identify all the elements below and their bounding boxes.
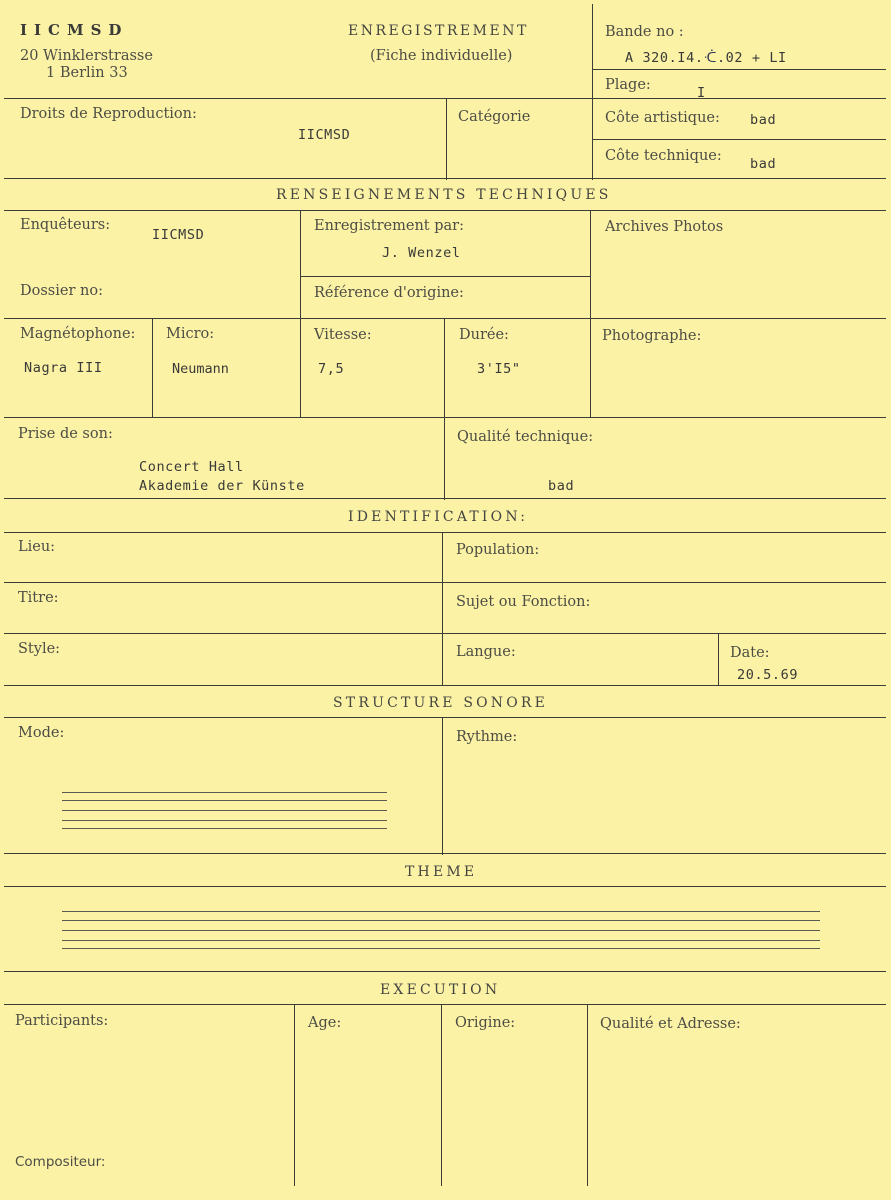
vitesse-label: Vitesse: (314, 327, 372, 343)
divider (4, 1004, 886, 1005)
divider (4, 532, 886, 533)
theme-rule-line (62, 920, 820, 921)
section-title-theme: THEME (405, 864, 478, 880)
droits-value: IICMSD (298, 127, 351, 143)
style-label: Style: (18, 641, 61, 657)
divider (4, 717, 886, 718)
prise-de-son-label: Prise de son: (18, 426, 113, 442)
divider (4, 498, 886, 499)
divider (4, 318, 886, 319)
plage-label: Plage: (605, 77, 651, 93)
magnetophone-label: Magnétophone: (20, 326, 136, 342)
divider (152, 318, 153, 418)
divider (587, 1004, 588, 1186)
mode-rule-line (62, 828, 387, 829)
form-title: ENREGISTREMENT (348, 23, 529, 39)
enqueteurs-label: Enquêteurs: (20, 217, 111, 233)
divider (294, 1004, 295, 1186)
theme-rule-line (62, 911, 820, 912)
sujet-label: Sujet ou Fonction: (456, 594, 591, 610)
divider (4, 98, 886, 99)
reference-label: Référence d'origine: (314, 285, 464, 301)
org-logo: IICMSD (20, 21, 129, 39)
divider (444, 318, 445, 500)
bande-value-suffix: .02 + LI (716, 50, 787, 66)
compositeur-label: Compositeur: (15, 1154, 106, 1170)
section-title-structure: STRUCTURE SONORE (333, 695, 549, 711)
population-label: Population: (456, 542, 540, 558)
divider (446, 98, 447, 180)
cote-artistique-label: Côte artistique: (605, 110, 720, 126)
divider (4, 178, 886, 179)
plage-value: I (697, 85, 706, 101)
bande-label: Bande no : (605, 24, 684, 40)
magnetophone-value: Nagra III (24, 360, 103, 376)
participants-label: Participants: (15, 1013, 109, 1029)
divider (592, 139, 886, 140)
photographe-label: Photographe: (602, 328, 702, 344)
divider (4, 417, 886, 418)
address-line-2: 1 Berlin 33 (46, 65, 128, 81)
divider (592, 4, 593, 180)
prise-de-son-value-2: Akademie der Künste (139, 478, 305, 494)
prise-de-son-value-1: Concert Hall (139, 459, 244, 475)
cote-technique-label: Côte technique: (605, 148, 722, 164)
cote-technique-value: bad (750, 156, 777, 172)
dossier-label: Dossier no: (20, 283, 103, 299)
age-label: Age: (308, 1015, 342, 1031)
mode-rule-line (62, 792, 387, 793)
cote-artistique-value: bad (750, 112, 777, 128)
qualite-technique-label: Qualité technique: (457, 429, 594, 445)
micro-label: Micro: (166, 326, 215, 342)
mode-rule-line (62, 810, 387, 811)
divider (441, 1004, 442, 1186)
divider (4, 853, 886, 854)
divider (4, 633, 886, 634)
divider (590, 210, 591, 418)
qualite-technique-value: bad (548, 478, 575, 494)
divider (442, 532, 443, 686)
duree-value: 3'I5" (477, 361, 521, 377)
divider (718, 633, 719, 686)
langue-label: Langue: (456, 644, 516, 660)
origine-label: Origine: (455, 1015, 516, 1031)
enregistrement-par-label: Enregistrement par: (314, 218, 464, 234)
bande-value (625, 49, 787, 67)
enqueteurs-value: IICMSD (152, 227, 205, 243)
titre-label: Titre: (18, 590, 59, 606)
divider (4, 886, 886, 887)
droits-label: Droits de Reproduction: (20, 106, 197, 122)
rythme-label: Rythme: (456, 729, 518, 745)
date-value: 20.5.69 (737, 667, 799, 683)
mode-rule-line (62, 820, 387, 821)
divider (300, 210, 301, 418)
divider (300, 276, 590, 277)
date-label: Date: (730, 645, 770, 661)
bande-handwritten-mark: ᑣ (703, 50, 717, 66)
divider (4, 582, 886, 583)
divider (442, 717, 443, 855)
theme-rule-line (62, 940, 820, 941)
divider (4, 685, 886, 686)
theme-rule-line (62, 930, 820, 931)
bande-value-prefix: A 320.I4. (625, 50, 704, 66)
enregistrement-par-value: J. Wenzel (382, 245, 461, 261)
address-line-1: 20 Winklerstrasse (20, 48, 153, 64)
divider (4, 210, 886, 211)
mode-rule-line (62, 800, 387, 801)
theme-rule-line (62, 948, 820, 949)
section-title-execution: EXECUTION (380, 982, 501, 998)
archives-photos-label: Archives Photos (605, 219, 724, 235)
duree-label: Durée: (459, 327, 509, 343)
section-title-technique: RENSEIGNEMENTS TECHNIQUES (276, 187, 612, 203)
vitesse-value: 7,5 (318, 361, 345, 377)
form-subtitle: (Fiche individuelle) (370, 48, 513, 64)
divider (4, 971, 886, 972)
categorie-label: Catégorie (458, 109, 531, 125)
qualite-adresse-label: Qualité et Adresse: (600, 1016, 741, 1032)
divider (592, 69, 886, 70)
micro-value: Neumann (172, 361, 229, 377)
mode-label: Mode: (18, 725, 65, 741)
lieu-label: Lieu: (18, 539, 56, 555)
section-title-identification: IDENTIFICATION: (348, 509, 529, 525)
